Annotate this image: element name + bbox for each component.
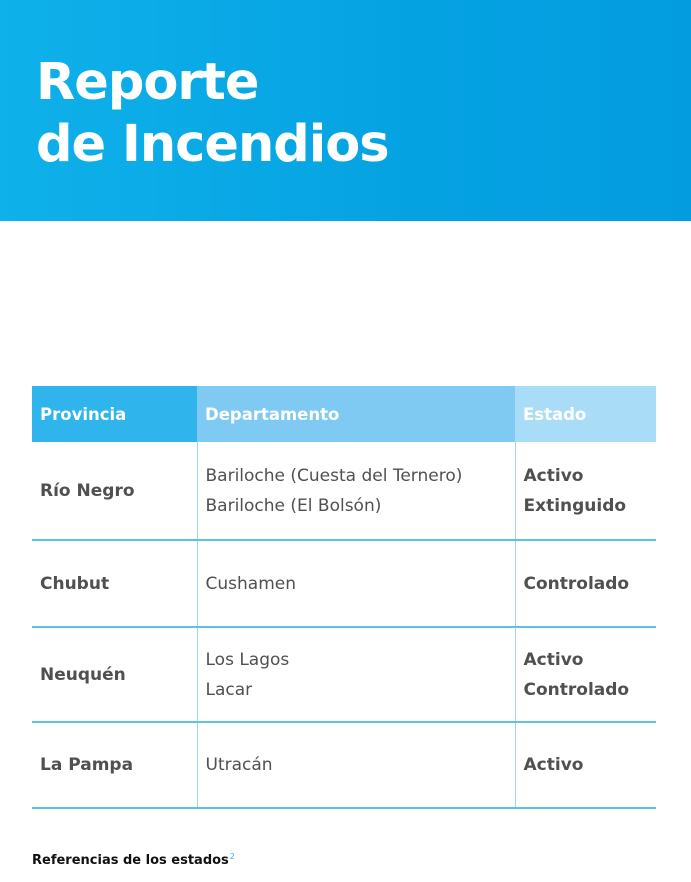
table-row [32, 627, 656, 722]
title-line-1: Reporte [36, 53, 259, 112]
table-row [32, 722, 656, 808]
estado-item: Activo [523, 465, 584, 486]
cell-provincia: Chubut [32, 540, 197, 627]
estado-item: Extinguido [523, 495, 627, 516]
footnote-marker: 2 [229, 852, 235, 861]
title-line-2: de Incendios [36, 115, 389, 174]
cell-estado [515, 540, 656, 627]
estado-item: Controlado [523, 679, 630, 700]
cell-departamento [197, 722, 515, 808]
estado-item: Controlado [523, 573, 630, 594]
table-row [32, 540, 656, 627]
cell-estado [515, 722, 656, 808]
fires-table-container [32, 386, 656, 809]
departamento-item: Utracán [205, 755, 273, 775]
table-row [32, 442, 656, 540]
departamento-item: Los Lagos [205, 649, 290, 670]
departamento-item: Bariloche (Cuesta del Ternero) [205, 465, 463, 486]
departamento-item: Cushamen [205, 573, 296, 594]
cell-provincia: Neuquén [32, 627, 197, 722]
header-banner [0, 0, 691, 221]
column-header-estado: Estado [515, 386, 656, 442]
cell-departamento [197, 627, 515, 722]
cell-departamento [197, 442, 515, 540]
status-references-heading [32, 852, 235, 868]
column-header-provincia: Provincia [32, 386, 197, 442]
cell-estado [515, 627, 656, 722]
column-header-departamento: Departamento [197, 386, 515, 442]
status-references-text: Referencias de los estados [32, 853, 229, 868]
estado-item: Activo [523, 755, 584, 775]
departamento-item: Bariloche (El Bolsón) [205, 495, 382, 516]
cell-provincia: Río Negro [32, 442, 197, 540]
cell-provincia: La Pampa [32, 722, 197, 808]
cell-estado [515, 442, 656, 540]
table-header-row [32, 386, 656, 442]
estado-item: Activo [523, 649, 584, 670]
cell-departamento [197, 540, 515, 627]
fires-table [32, 386, 656, 809]
departamento-item: Lacar [205, 679, 253, 700]
page-title [36, 52, 389, 176]
